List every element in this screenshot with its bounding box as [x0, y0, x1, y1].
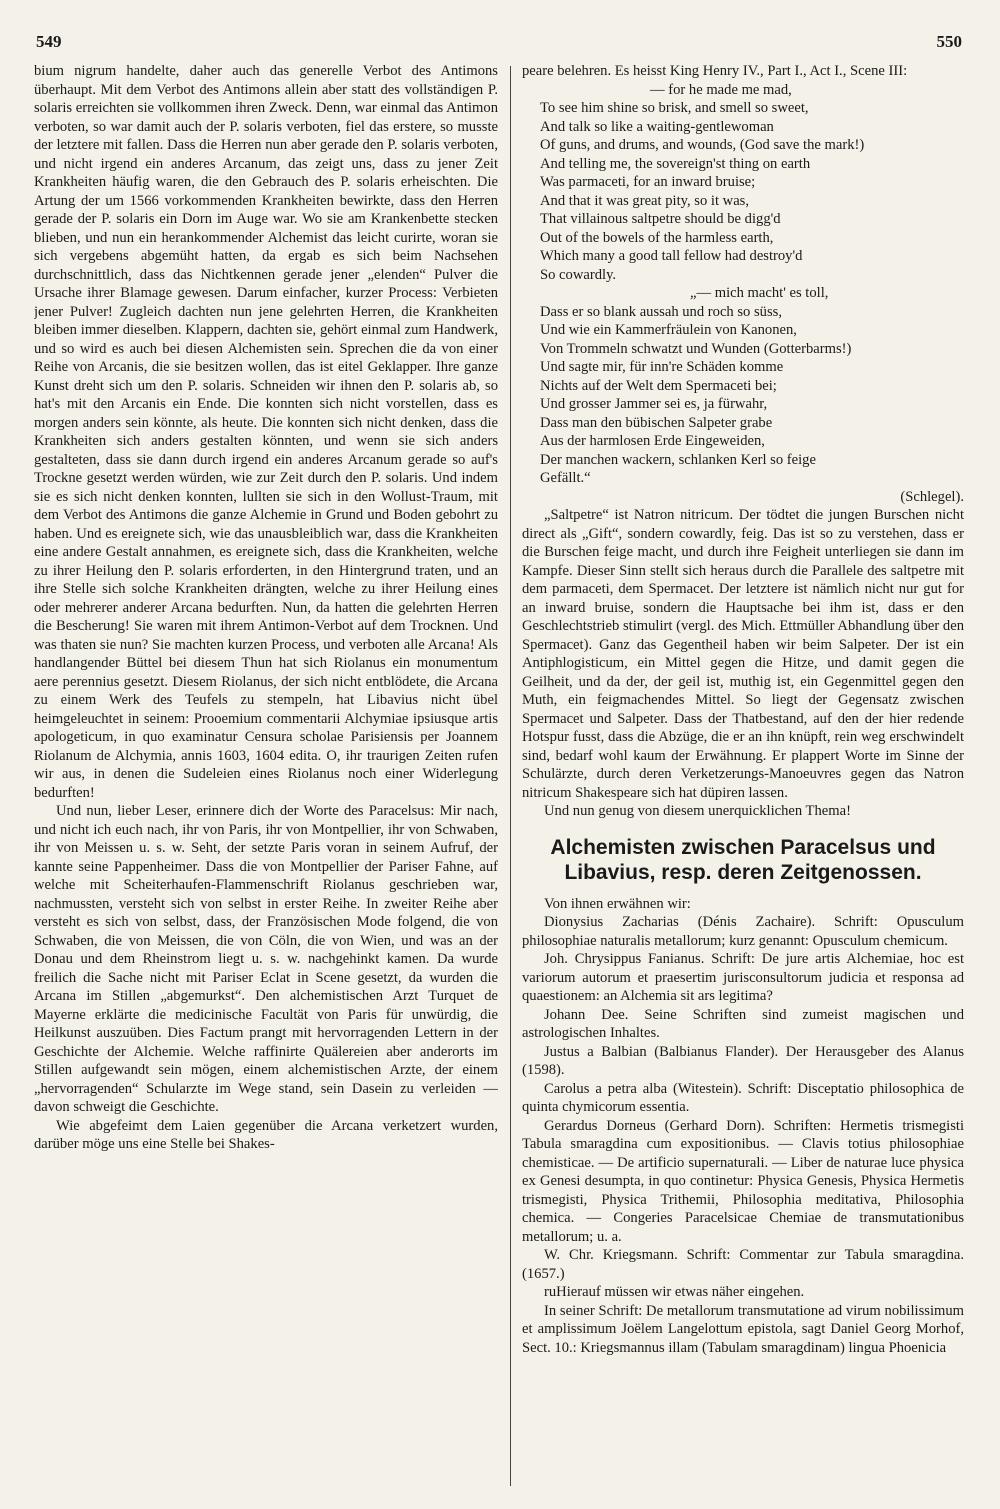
- right-column: [522, 62, 964, 1490]
- german-verse: [540, 284, 964, 488]
- verse-line: Und grosser Jammer sei es, ja fürwahr,: [540, 396, 768, 412]
- verse-line: Out of the bowels of the harmless earth,: [540, 229, 774, 246]
- verse-line: Nichts auf der Welt dem Spermaceti bei;: [540, 377, 777, 394]
- section-heading: Alchemisten zwischen Paracelsus und Libavius, resp. deren Zeitgenossen.: [550, 835, 936, 884]
- list-item: Carolus a petra alba (Witestein). Schrift: Disceptatio philosophica de quinta chymicorum essentia.: [522, 1080, 964, 1115]
- list-item: Johann Dee. Seine Schriften sind zumeist magischen und astrologischen Inhaltes.: [522, 1006, 964, 1041]
- verse-line: „— mich macht' es toll,: [690, 285, 829, 301]
- verse-line: So cowardly.: [540, 266, 617, 283]
- verse-line: — for he made me mad,: [650, 81, 792, 98]
- list-item: Dionysius Zacharias (Dénis Zachaire). Schrift: Opusculum philosophiae naturalis metallorum; kurz genannt: Opusculum chemicum.: [522, 914, 964, 949]
- paragraph: bium nigrum handelte, daher auch das generelle Verbot des Antimons überhaupt. Mit dem Verbot des Antimons allein aber statt des vollständigen P. solaris erreichten sie vollkommen ihren Zweck. Denn, war einmal das Antimon verboten, so war damit auch der P. solaris verboten, fiel das erstere, so musste der letztere mit fallen. Dass die Herren nun aber gerade den P. solaris verboten, und nicht irgend ein anderes Arcanum, das zeigt uns, dass zu jener Zeit Krankheiten häufig waren, die den Gebrauch des P. solaris erheischten. Die Artung der um 1566 vorkommenden Krankheiten bewirkte, dass den Herren gerade der P. solaris ein Dorn im Auge war. Wo sie am Krankenbette stecken blieben, und nun ein herankommender Alchemist das leicht curirte, woran sie sich vergebens abgemüht hatten, da ergab es sich beim Nachsehen durchschnittlich, dass das Nichtkennen gerade jener „elenden“ Pulver die Ursache ihrer Blamage gewesen. Darum einfacher, kurzer Process: Verbieten jener Pulver! Zugleich dachten nun jene gelehrten Herren, die Krankheiten bleiben immer dieselben. Klappern, dachten sie, gehört einmal zum Handwerk, und so wird es auch bei diesen Alchemisten sein. Sprechen die da von einer Reihe von Arcanis, die sie besitzen wollen, das ist eitel Geklapper. Ihre ganze Kunst dreht sich um den P. solaris. Schneiden wir ihnen den P. solaris ab, so hat's mit den Arcanis ein Ende. Die konnten sich nicht vorstellen, dass es morgen anders sein könnte, als heute. Die konnten sich nicht denken, dass die Krankheiten sich anders gestalten könnten, und wenn sie sich anders gestalteten, dass sie dann durch irgend ein anderes Arcanum gerade so auf's Trockne gesetzt werden würden, wie zur Zeit durch den P. solaris. Und indem sie es sich nicht denken konnten, lullten sie sich in den Wollust-Traum, mit dem Verbot des Antimons die ganze Alchemie in Grund und Boden gebohrt zu haben. Und es ereignete sich, wie das unausbleiblich war, dass die Krankheiten eine andere Gestalt annahmen, es ereignete sich, dass die Krankheiten, welche zu ihrer Heilung den P. solaris erforderten, in den Hintergrund traten, und an ihre Stelle sich solche Krankheiten drängten, welche zu ihrer Heilung eines oder mehrerer anderer Arcana bedurften. Nun, da hatten die gelehrten Herren die Bescherung! Sie waren mit ihrem Antimon-Verbot auf dem Trocknen. Und was thaten sie nun? Sie machten kurzen Process, und verboten alle Arcana! Als handlangender Büttel bei diesem Thun hat sich Riolanus ein monumentum aere perennius gesetzt. Diesem Riolanus, der sich nicht entblödete, die Arcana zu einem Werk des Teufels zu stempeln, hat Libavius nicht übel heimgeleuchtet in seinem: Prooemium commentarii Alchymiae ipsiusque artis apologeticum, in quo examinatur Censura scholae Parisiensis per Joannem Riolanum de Alchymia, annis 1603, 1604 edita. O, ihr traurigen Zeiten rufen wir aus, in denen die Sudeleien eines Riolanus noch einer Widerlegung bedurften!: [34, 63, 498, 801]
- page-number-right: 550: [936, 32, 962, 51]
- list-item: Gerardus Dorneus (Gerhard Dorn). Schriften: Hermetis trismegisti Tabula smaragdina cum expositionibus. — Clavis totius philosophiae chemisticae. — De artificio supernaturali. — Liber de naturae luce physica ex Genesi desumpta, in quo continetur: Physica Genesis, Physica Hermetis trismegisti, Physica Trithemii, Philosophia meditativa, Philosophia chemica. — Congeries Paracelsicae Chemiae de transmutationibus metallorum; u. a.: [522, 1117, 964, 1245]
- paragraph: peare belehren. Es heisst King Henry IV., Part I., Act I., Scene III:: [522, 63, 908, 79]
- verse-line: That villainous saltpetre should be digg'd: [540, 211, 781, 227]
- paragraph: Wie abgefeimt dem Laien gegenüber die Arcana verketzert wurden, darüber möge uns eine Stelle bei Shakes-: [34, 1117, 498, 1152]
- translator-credit: (Schlegel).: [900, 488, 964, 505]
- verse-line: And talk so like a waiting-gentlewoman: [540, 118, 774, 135]
- page-header: [36, 32, 962, 56]
- verse-line: Dass man den bübischen Salpeter grabe: [540, 414, 773, 431]
- list-item: Von ihnen erwähnen wir:: [544, 895, 691, 912]
- verse-line: Dass er so blank aussah und roch so süss,: [540, 303, 782, 320]
- paragraph: Und nun, lieber Leser, erinnere dich der Worte des Paracelsus: Mir nach, und nicht ich euch nach, ihr von Paris, ihr von Montpellier, ihr von Schwaben, ihr von Meissen u. s. w. Seht, der setzte Paris voran in seinem Aufruf, der kannte seine Pappenheimer. Dass die von Montpellier der Pariser Fahne, auf welche mit Scheiterhaufen-Flammenschrift Riolanus geschrieben war, nachmussten, versteht sich von selbst in erster Reihe. In zweiter Reihe aber versteht es sich von selbst, dass, der Französischen Mode folgend, die von Schwaben, die von Meissen, die von Cöln, die von Wien, und was an der Donau und dem Rheinstrom liegt u. s. w. nachgehinkt kamen. Da wurde freilich die Sache nicht mit Pariser Eclat in Scene gesetzt, da wurden die Arcana im Stillen „abgemurkst“. Den alchemistischen Arzt Turquet de Mayerne erklärte die medicinische Facultät von Paris für unwürdig, die Heilkunst auszuüben. Dies Factum prangt mit hervorragenden Lettern in der Geschichte der Alchemie. Welche raffinirte Quälereien aber anderorts im Stillen aufgewandt sein mögen, einem alchemistischen Arzte, der einem „hervorragenden“ Schularzte im Wege stand, sein Dasein zu verleiden — davon schweigt die Geschichte.: [34, 803, 498, 1115]
- verse-line: Und sagte mir, für inn're Schäden komme: [540, 359, 784, 375]
- verse-line: To see him shine so brisk, and smell so sweet,: [540, 100, 809, 116]
- verse-line: And that it was great pity, so it was,: [540, 192, 750, 209]
- page-number-left: 549: [36, 32, 62, 51]
- paragraph: Und nun genug von diesem unerquicklichen Thema!: [544, 803, 851, 819]
- list-item: Joh. Chrysippus Fanianus. Schrift: De jure artis Alchemiae, hoc est variorum autorum et praesertim jurisconsultorum judicia et responsa ad quaestionem: an Alchemia sit ars legitima?: [522, 951, 964, 1004]
- verse-line: Gefällt.“: [540, 470, 591, 486]
- verse-line: Der manchen wackern, schlanken Kerl so feige: [540, 451, 816, 468]
- column-divider: [510, 66, 511, 1486]
- list-item: W. Chr. Kriegsmann. Schrift: Commentar zur Tabula smaragdina. (1657.): [522, 1247, 964, 1282]
- verse-line: Und wie ein Kammerfräulein von Kanonen,: [540, 322, 797, 338]
- english-verse: [540, 81, 964, 285]
- left-column: [34, 62, 498, 1490]
- verse-line: And telling me, the sovereign'st thing on earth: [540, 155, 811, 172]
- verse-line: Was parmaceti, for an inward bruise;: [540, 174, 756, 190]
- list-item: In seiner Schrift: De metallorum transmutatione ad virum nobilissimum et amplissimum Joëlem Langelottum epistola, sagt Daniel Georg Morhof, Sect. 10.: Kriegsmannus illam (Tabulam smaragdinam) lingua Phoenicia: [522, 1302, 964, 1356]
- verse-line: Which many a good tall fellow had destroy'd: [540, 248, 803, 264]
- verse-line: Von Trommeln schwatzt und Wunden (Gotterbarms!): [540, 340, 852, 357]
- paragraph: „Saltpetre“ ist Natron nitricum. Der tödtet die jungen Burschen nicht direct als „Gift“, sondern cowardly, feig. Das ist so zu verstehen, dass er die Burschen feige macht, und durch ihre Feigheit unterliegen sie dann im Kampfe. Dieser Sinn stellt sich heraus durch die Parallele des saltpetre mit dem parmaceti, dem Spermacet. Der letztere ist nämlich nicht nur gut for an inward bruise, sondern die Hauptsache bei ihm ist, dass er den Geschlechtstrieb stimulirt (vergl. des Mich. Ettmüller Abhandlung über den Spermacet). Ganz das Gegentheil haben wir beim Salpeter. Der ist ein Antiphlogisticum, ein Mittel gegen die Hitze, und damit gegen die Geilheit, und da der, der geil ist, muthig ist, ein Gegenmittel gegen den Muth, ein feigmachendes Mittel. So liegt der Gegensatz zwischen Spermacet und Salpeter. Dass der Thatbestand, auf den der hier redende Hotspur fusst, dass die Abzüge, die er an ihn knüpft, rein weg erschwindelt sind, bedarf wohl kaum der Erwähnung. Er plappert Worte im Sinne der Schulärzte, durch deren Verketzerungs-Manoeuvres gegen das Natron nitricum Shakespeare sich hat düpiren lassen.: [522, 507, 964, 801]
- verse-line: Aus der harmlosen Erde Eingeweiden,: [540, 433, 765, 449]
- list-item: Justus a Balbian (Balbianus Flander). Der Herausgeber des Alanus (1598).: [522, 1043, 964, 1078]
- verse-line: Of guns, and drums, and wounds, (God save the mark!): [540, 137, 865, 153]
- list-item: ruHierauf müssen wir etwas näher eingehen.: [544, 1284, 805, 1300]
